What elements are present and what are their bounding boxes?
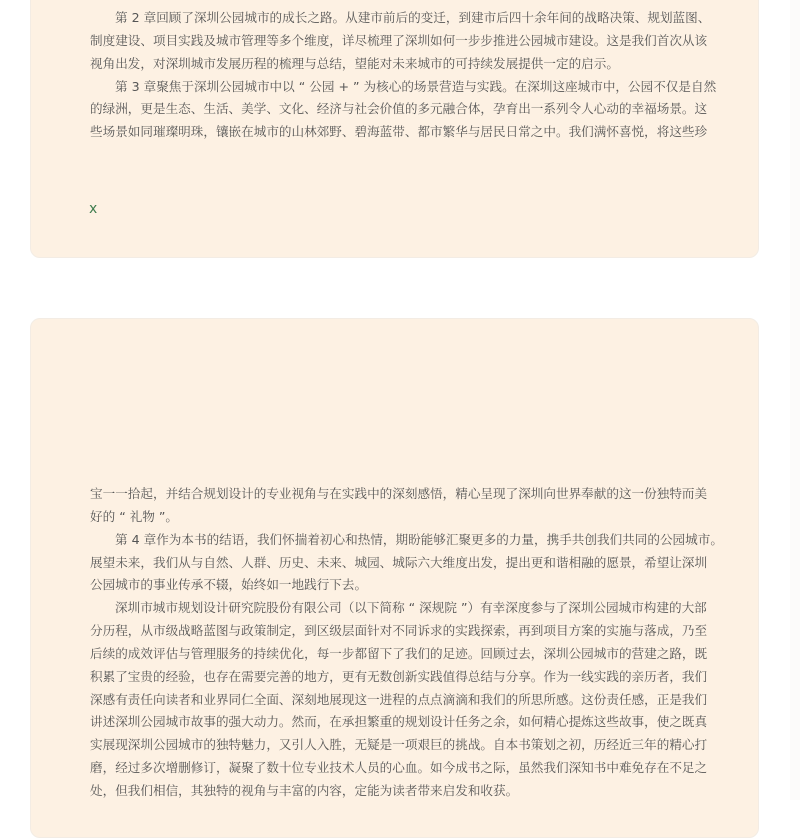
paragraph-line: 深感有责任向读者和业界同仁全面、深刻地展现这一进程的点点滴滴和我们的所思所感。这份责任感，正是我们 — [90, 691, 708, 707]
paragraph-line: 磨，经过多次增删修订，凝聚了数十位专业技术人员的心血。如今成书之际，虽然我们深知书中难免存在不足之 — [90, 760, 708, 776]
close-x-mark[interactable]: x — [89, 201, 98, 217]
paragraph-line: 讲述深圳公园城市故事的强大动力。然而，在承担繁重的规划设计任务之余，如何精心提炼这些故事，使之既真 — [90, 714, 708, 730]
paragraph-line: 后续的成效评估与管理服务的持续优化，每一步都留下了我们的足迹。回顾过去，深圳公园城市的营建之路，既 — [90, 645, 708, 661]
paragraph-line: 第 2 章回顾了深圳公园城市的成长之路。从建市前后的变迁，到建市后四十余年间的战略决策、规划蓝图、 — [115, 10, 711, 25]
paragraph-line: 视角出发，对深圳城市发展历程的梳理与总结，望能对未来城市的可持续发展提供一定的启示。 — [90, 55, 619, 71]
paragraph-line: 好的 “ 礼物 ”。 — [90, 508, 179, 524]
card-2-text — [90, 483, 723, 803]
paragraph-line: 处，但我们相信，其独特的视角与丰富的内容，定能为读者带来启发和收获。 — [90, 782, 519, 798]
text-card-1 — [30, 0, 759, 258]
paragraph-line: 分历程，从市级战略蓝图与政策制定，到区级层面针对不同诉求的实践探索，再到项目方案的实施与落成，乃至 — [90, 623, 708, 639]
text-card-2 — [30, 318, 759, 838]
page-scroll-strip[interactable] — [790, 0, 800, 800]
paragraph-line: 的绿洲，更是生态、生活、美学、文化、经济与社会价值的多元融合体，孕育出一系列令人心动的幸福场景。这 — [90, 101, 708, 117]
paragraph-line: 展望未来，我们从与自然、人群、历史、未来、城园、城际六大维度出发，提出更和谐相融的愿景，希望让深圳 — [90, 554, 708, 570]
card-1-text — [90, 7, 717, 144]
paragraph-line: 第 4 章作为本书的结语，我们怀揣着初心和热情，期盼能够汇聚更多的力量，携手共创我们共同的公园城市。 — [115, 531, 723, 547]
paragraph-line: 积累了宝贵的经验，也存在需要完善的地方，更有无数创新实践值得总结与分享。作为一线实践的亲历者，我们 — [90, 668, 708, 684]
paragraph-line: 第 3 章聚焦于深圳公园城市中以 “ 公园 + ” 为核心的场景营造与实践。在深圳这座城市中，公园不仅是自然 — [115, 78, 717, 94]
paragraph-line: 宝一一拾起，并结合规划设计的专业视角与在实践中的深刻感悟，精心呈现了深圳向世界奉献的这一份独特而美 — [90, 486, 708, 501]
paragraph-line: 些场景如同璀璨明珠，镶嵌在城市的山林郊野、碧海蓝带、都市繁华与居民日常之中。我们满怀喜悦，将这些珍 — [90, 124, 708, 140]
paragraph-line: 深圳市城市规划设计研究院股份有限公司（以下简称 “ 深规院 ”）有幸深度参与了深圳公园城市构建的大部 — [115, 600, 707, 616]
paragraph-line: 公园城市的事业传承不辍，始终如一地践行下去。 — [90, 577, 368, 593]
paragraph-line: 实展现深圳公园城市的独特魅力，又引人入胜，无疑是一项艰巨的挑战。自本书策划之初，历经近三年的精心打 — [90, 737, 708, 753]
paragraph-line: 制度建设、项目实践及城市管理等多个维度，详尽梳理了深圳如何一步步推进公园城市建设。这是我们首次从该 — [90, 32, 708, 48]
